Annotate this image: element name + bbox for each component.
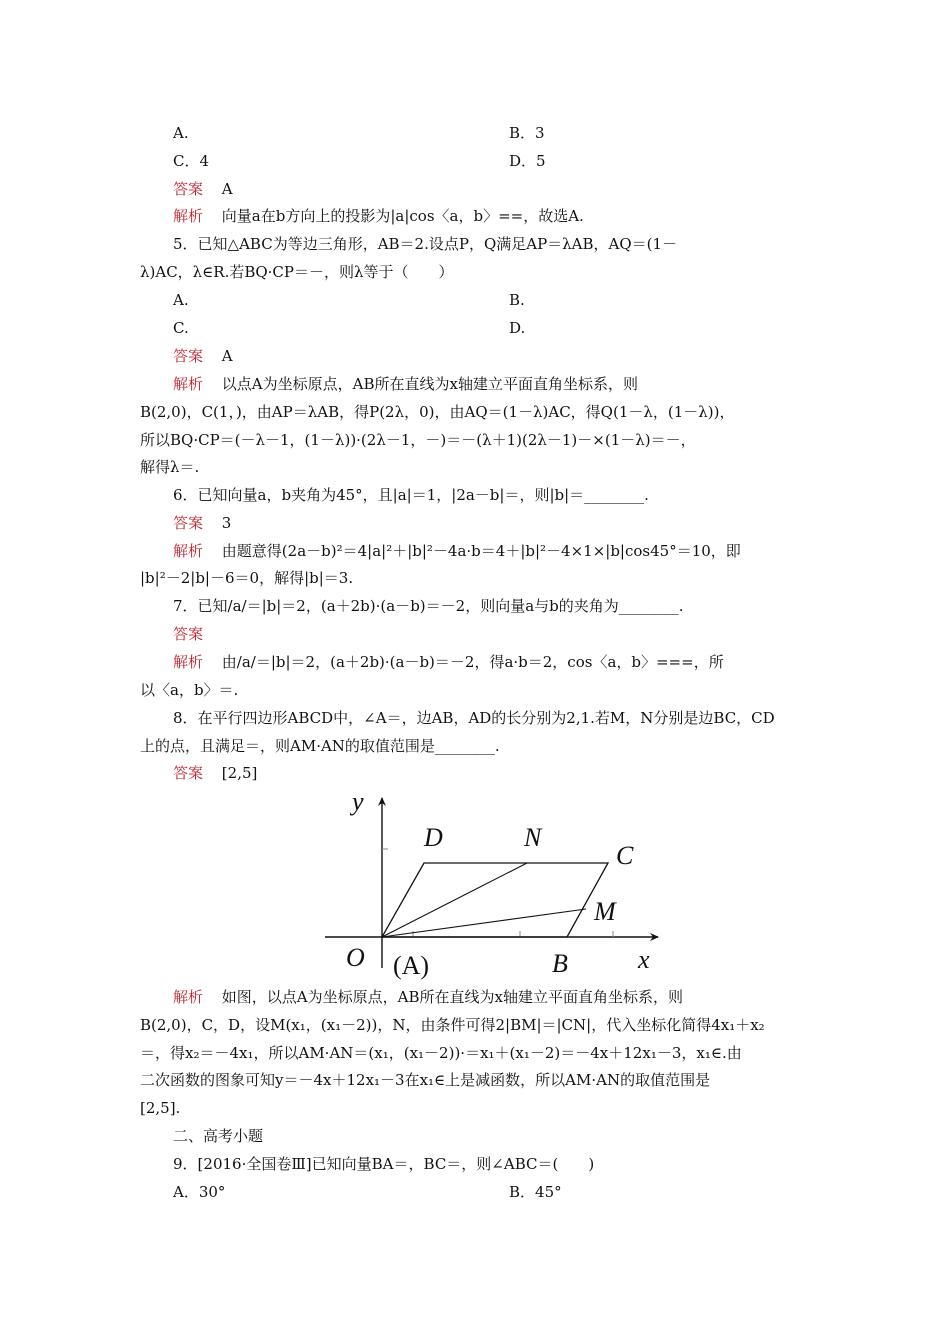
analysis-label: 解析 xyxy=(173,988,204,1006)
point-m-label: M xyxy=(594,897,616,926)
segment-an xyxy=(382,863,527,937)
q5-option-c: C. xyxy=(173,319,189,337)
q8-answer-row xyxy=(173,763,813,783)
analysis-text: 由/a/＝|b|＝2，(a＋2b)·(a－b)＝－2，得a·b＝2，cos〈a，b〉===，所 xyxy=(221,653,724,671)
q7-analysis-row xyxy=(173,652,813,672)
q6-analysis-line2: |b|²－2|b|－6＝0，解得|b|＝3. xyxy=(140,569,354,587)
q5-option-d: D. xyxy=(509,319,526,337)
section-heading: 二、高考小题 xyxy=(173,1127,264,1145)
parallelogram-figure xyxy=(320,788,665,983)
point-b-label: B xyxy=(552,949,568,978)
segment-am xyxy=(382,909,586,937)
answer-label: 答案 xyxy=(173,764,204,782)
q5-option-b: B. xyxy=(509,291,525,309)
q5-answer-row xyxy=(173,346,813,366)
answer-value: [2,5] xyxy=(221,764,258,782)
q4-option-c: C．4 xyxy=(173,152,210,170)
q5-option-a: A. xyxy=(173,291,189,309)
q5-analysis-row xyxy=(173,374,813,394)
analysis-text: 由题意得(2a－b)²＝4|a|²＋|b|²－4a·b＝4＋|b|²－4×1×|b|cos45°＝10，即 xyxy=(221,542,741,560)
answer-label: 答案 xyxy=(173,514,204,532)
q8-stem-line1: 8．在平行四边形ABCD中，∠A＝，边AB，AD的长分别为2,1.若M，N分别是边BC，CD xyxy=(173,709,775,727)
q8-stem-line2: 上的点，且满足＝，则AM·AN的取值范围是________. xyxy=(140,737,500,755)
point-c-label: C xyxy=(616,841,634,870)
point-n-label: N xyxy=(524,823,542,852)
q4-option-a: A. xyxy=(173,124,189,142)
analysis-text: 向量a在b方向上的投影为|a|cos〈a，b〉==，故选A. xyxy=(221,207,584,225)
q8-analysis-line2: B(2,0)，C，D，设M(x₁，(x₁－2))，N，由条件可得2|BM|＝|CN|，代入坐标化简得4x₁＋x₂ xyxy=(140,1016,765,1034)
q4-option-b: B．3 xyxy=(509,124,545,142)
x-axis-label: x xyxy=(638,945,650,974)
analysis-label: 解析 xyxy=(173,653,204,671)
q8-analysis-line4: 二次函数的图象可知y＝－4x＋12x₁－3在x₁∈上是减函数，所以AM·AN的取值范围是 xyxy=(140,1071,711,1089)
q6-stem: 6．已知向量a，b夹角为45°，且|a|＝1，|2a－b|＝，则|b|＝________. xyxy=(173,486,649,504)
answer-label: 答案 xyxy=(173,180,204,198)
parallelogram-abcd xyxy=(382,863,608,937)
answer-label: 答案 xyxy=(173,347,204,365)
q5-analysis-line2: B(2,0)，C(1，)，由AP＝λAB，得P(2λ，0)，由AQ＝(1－λ)AC，得Q(1－λ，(1－λ))， xyxy=(140,403,735,421)
answer-value: A xyxy=(221,180,233,198)
q5-analysis-line4: 解得λ＝. xyxy=(140,458,200,476)
analysis-label: 解析 xyxy=(173,542,204,560)
q4-option-d: D．5 xyxy=(509,152,546,170)
analysis-label: 解析 xyxy=(173,375,204,393)
q8-analysis-row xyxy=(173,987,813,1007)
q4-analysis-row xyxy=(173,206,813,226)
analysis-label: 解析 xyxy=(173,207,204,225)
q7-analysis-line2: 以〈a，b〉＝. xyxy=(140,681,239,699)
point-a-label: (A) xyxy=(393,951,430,980)
q7-answer-row xyxy=(173,624,813,644)
q9-option-a: A．30° xyxy=(173,1183,226,1201)
origin-label: O xyxy=(346,943,365,972)
q8-analysis-line5: [2,5]. xyxy=(140,1099,181,1117)
y-axis-label: y xyxy=(352,788,364,816)
answer-value: A xyxy=(221,347,233,365)
answer-value: 3 xyxy=(221,514,232,532)
q5-stem-line2: λ)AC，λ∈R.若BQ·CP＝－，则λ等于（ ） xyxy=(140,263,454,281)
q8-analysis-line3: ＝，得x₂＝－4x₁，所以AM·AN＝(x₁，(x₁－2))·＝x₁＋(x₁－2)＝－4x＋12x₁－3，x₁∈.由 xyxy=(140,1044,742,1062)
point-d-label: D xyxy=(424,823,443,852)
q7-stem: 7．已知/a/＝|b|＝2，(a＋2b)·(a－b)＝－2，则向量a与b的夹角为________. xyxy=(173,597,684,615)
analysis-text: 如图，以点A为坐标原点，AB所在直线为x轴建立平面直角坐标系，则 xyxy=(221,988,683,1006)
q5-stem-line1: 5．已知△ABC为等边三角形，AB＝2.设点P，Q满足AP＝λAB，AQ＝(1－ xyxy=(173,235,678,253)
q9-option-b: B．45° xyxy=(509,1183,562,1201)
q6-answer-row xyxy=(173,513,813,533)
analysis-text: 以点A为坐标原点，AB所在直线为x轴建立平面直角坐标系，则 xyxy=(221,375,638,393)
q9-stem: 9．[2016·全国卷Ⅲ]已知向量BA＝，BC＝，则∠ABC＝( ) xyxy=(173,1155,595,1173)
q5-analysis-line3: 所以BQ·CP＝(－λ－1，(1－λ))·(2λ－1，－)＝－(λ＋1)(2λ－1)－×(1－λ)＝－， xyxy=(140,431,696,449)
q4-answer-row xyxy=(173,179,813,199)
answer-label: 答案 xyxy=(173,625,204,643)
q6-analysis-row xyxy=(173,541,813,561)
